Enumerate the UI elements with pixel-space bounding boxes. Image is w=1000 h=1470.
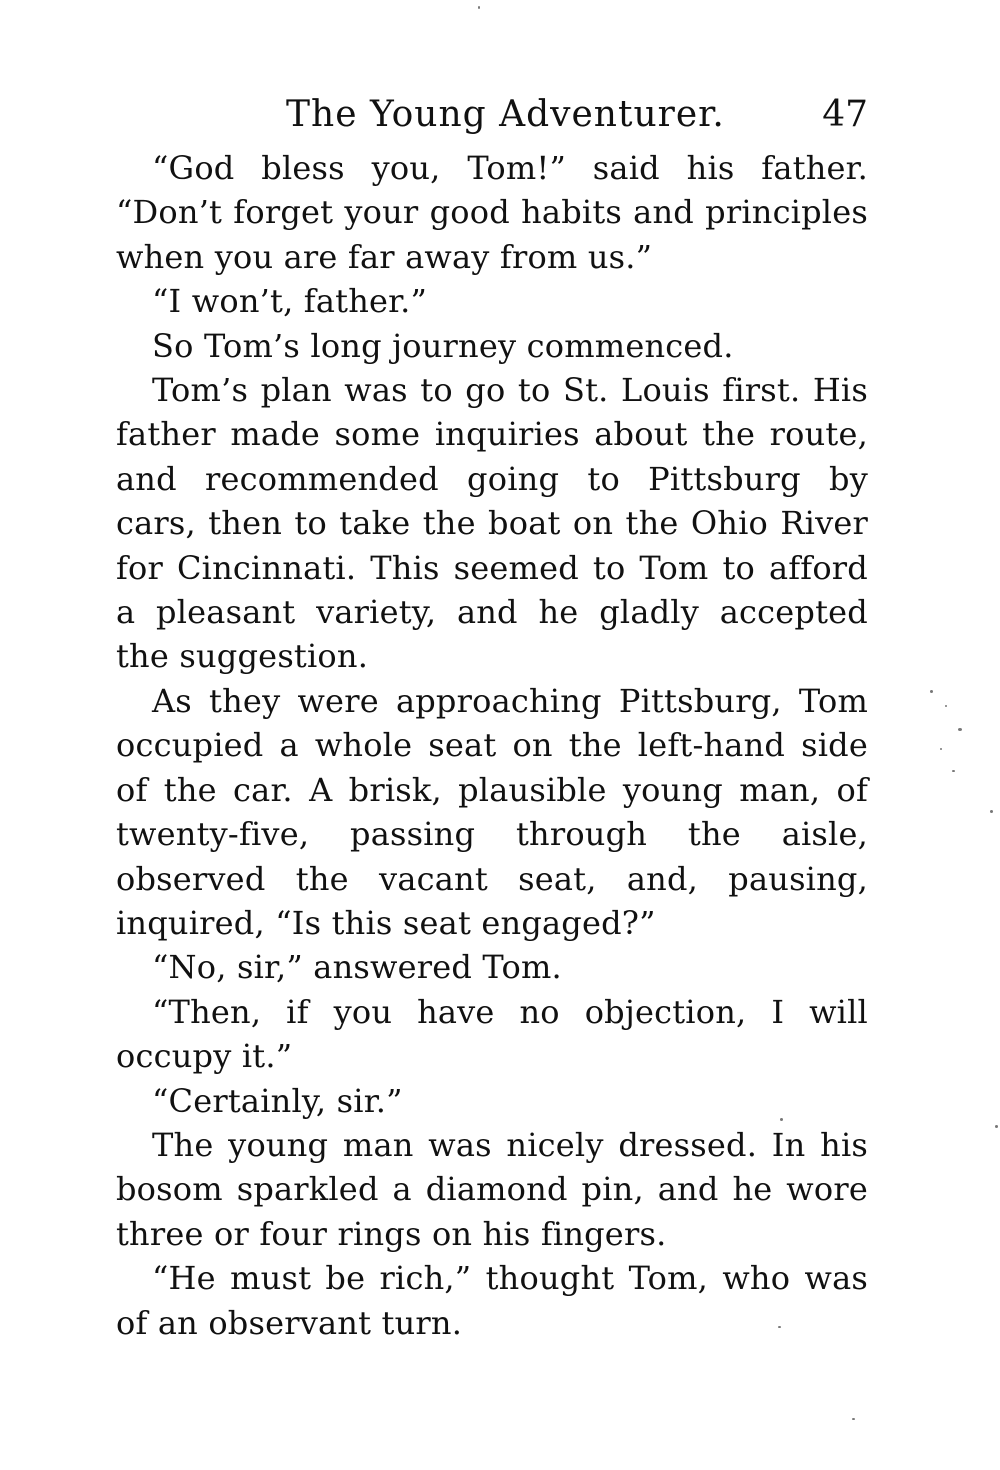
scan-speck: [852, 1418, 855, 1420]
paragraph: “Then, if you have no objection, I will occupy it.”: [116, 992, 868, 1076]
paragraph: The young man was nicely dressed. In his bosom sparkled a diamond pin, and he wore three or four rings on his fingers.: [116, 1125, 868, 1253]
scan-speck: [952, 770, 955, 772]
body-text: [116, 146, 868, 1345]
paragraph: “No, sir,” answered Tom.: [152, 948, 562, 987]
paragraph: “He must be rich,” thought Tom, who was of an observant turn.: [116, 1259, 868, 1342]
paragraph: As they were approaching Pittsburg, Tom occupied a whole seat on the left-hand side of the car. A brisk, plausible young man, of twenty-five, passing through the aisle, observed the vacant seat, and, pausing, inquired, “Is this seat engaged?”: [116, 681, 868, 942]
paragraph: So Tom’s long journey commenced.: [152, 326, 734, 365]
scan-speck: [780, 1118, 783, 1121]
scan-speck: [958, 728, 962, 731]
scan-speck: [478, 6, 480, 9]
page-number: 47: [822, 94, 868, 135]
paragraph: “I won’t, father.”: [152, 282, 428, 321]
paragraph: Tom’s plan was to go to St. Louis first. His father made some inquiries about the route, and recommended going to Pittsburg by cars, then to take the boat on the Ohio River for Cincinnati. This seemed to Tom to afford a pleasant variety, and he gladly accepted the suggestion.: [116, 371, 868, 676]
scan-speck: [940, 748, 942, 750]
running-header: [116, 88, 868, 142]
scan-speck: [930, 690, 933, 693]
book-page: [116, 88, 868, 1345]
paragraph: “Certainly, sir.”: [152, 1081, 403, 1120]
paragraph: “God bless you, Tom!” said his father. “Don’t forget your good habits and principles when you are far away from us.”: [116, 149, 868, 276]
running-title: The Young Adventurer.: [286, 94, 725, 135]
scan-speck: [945, 705, 947, 707]
scan-speck: [778, 1326, 781, 1328]
scan-speck: [990, 810, 993, 813]
scan-speck: [995, 1125, 998, 1128]
